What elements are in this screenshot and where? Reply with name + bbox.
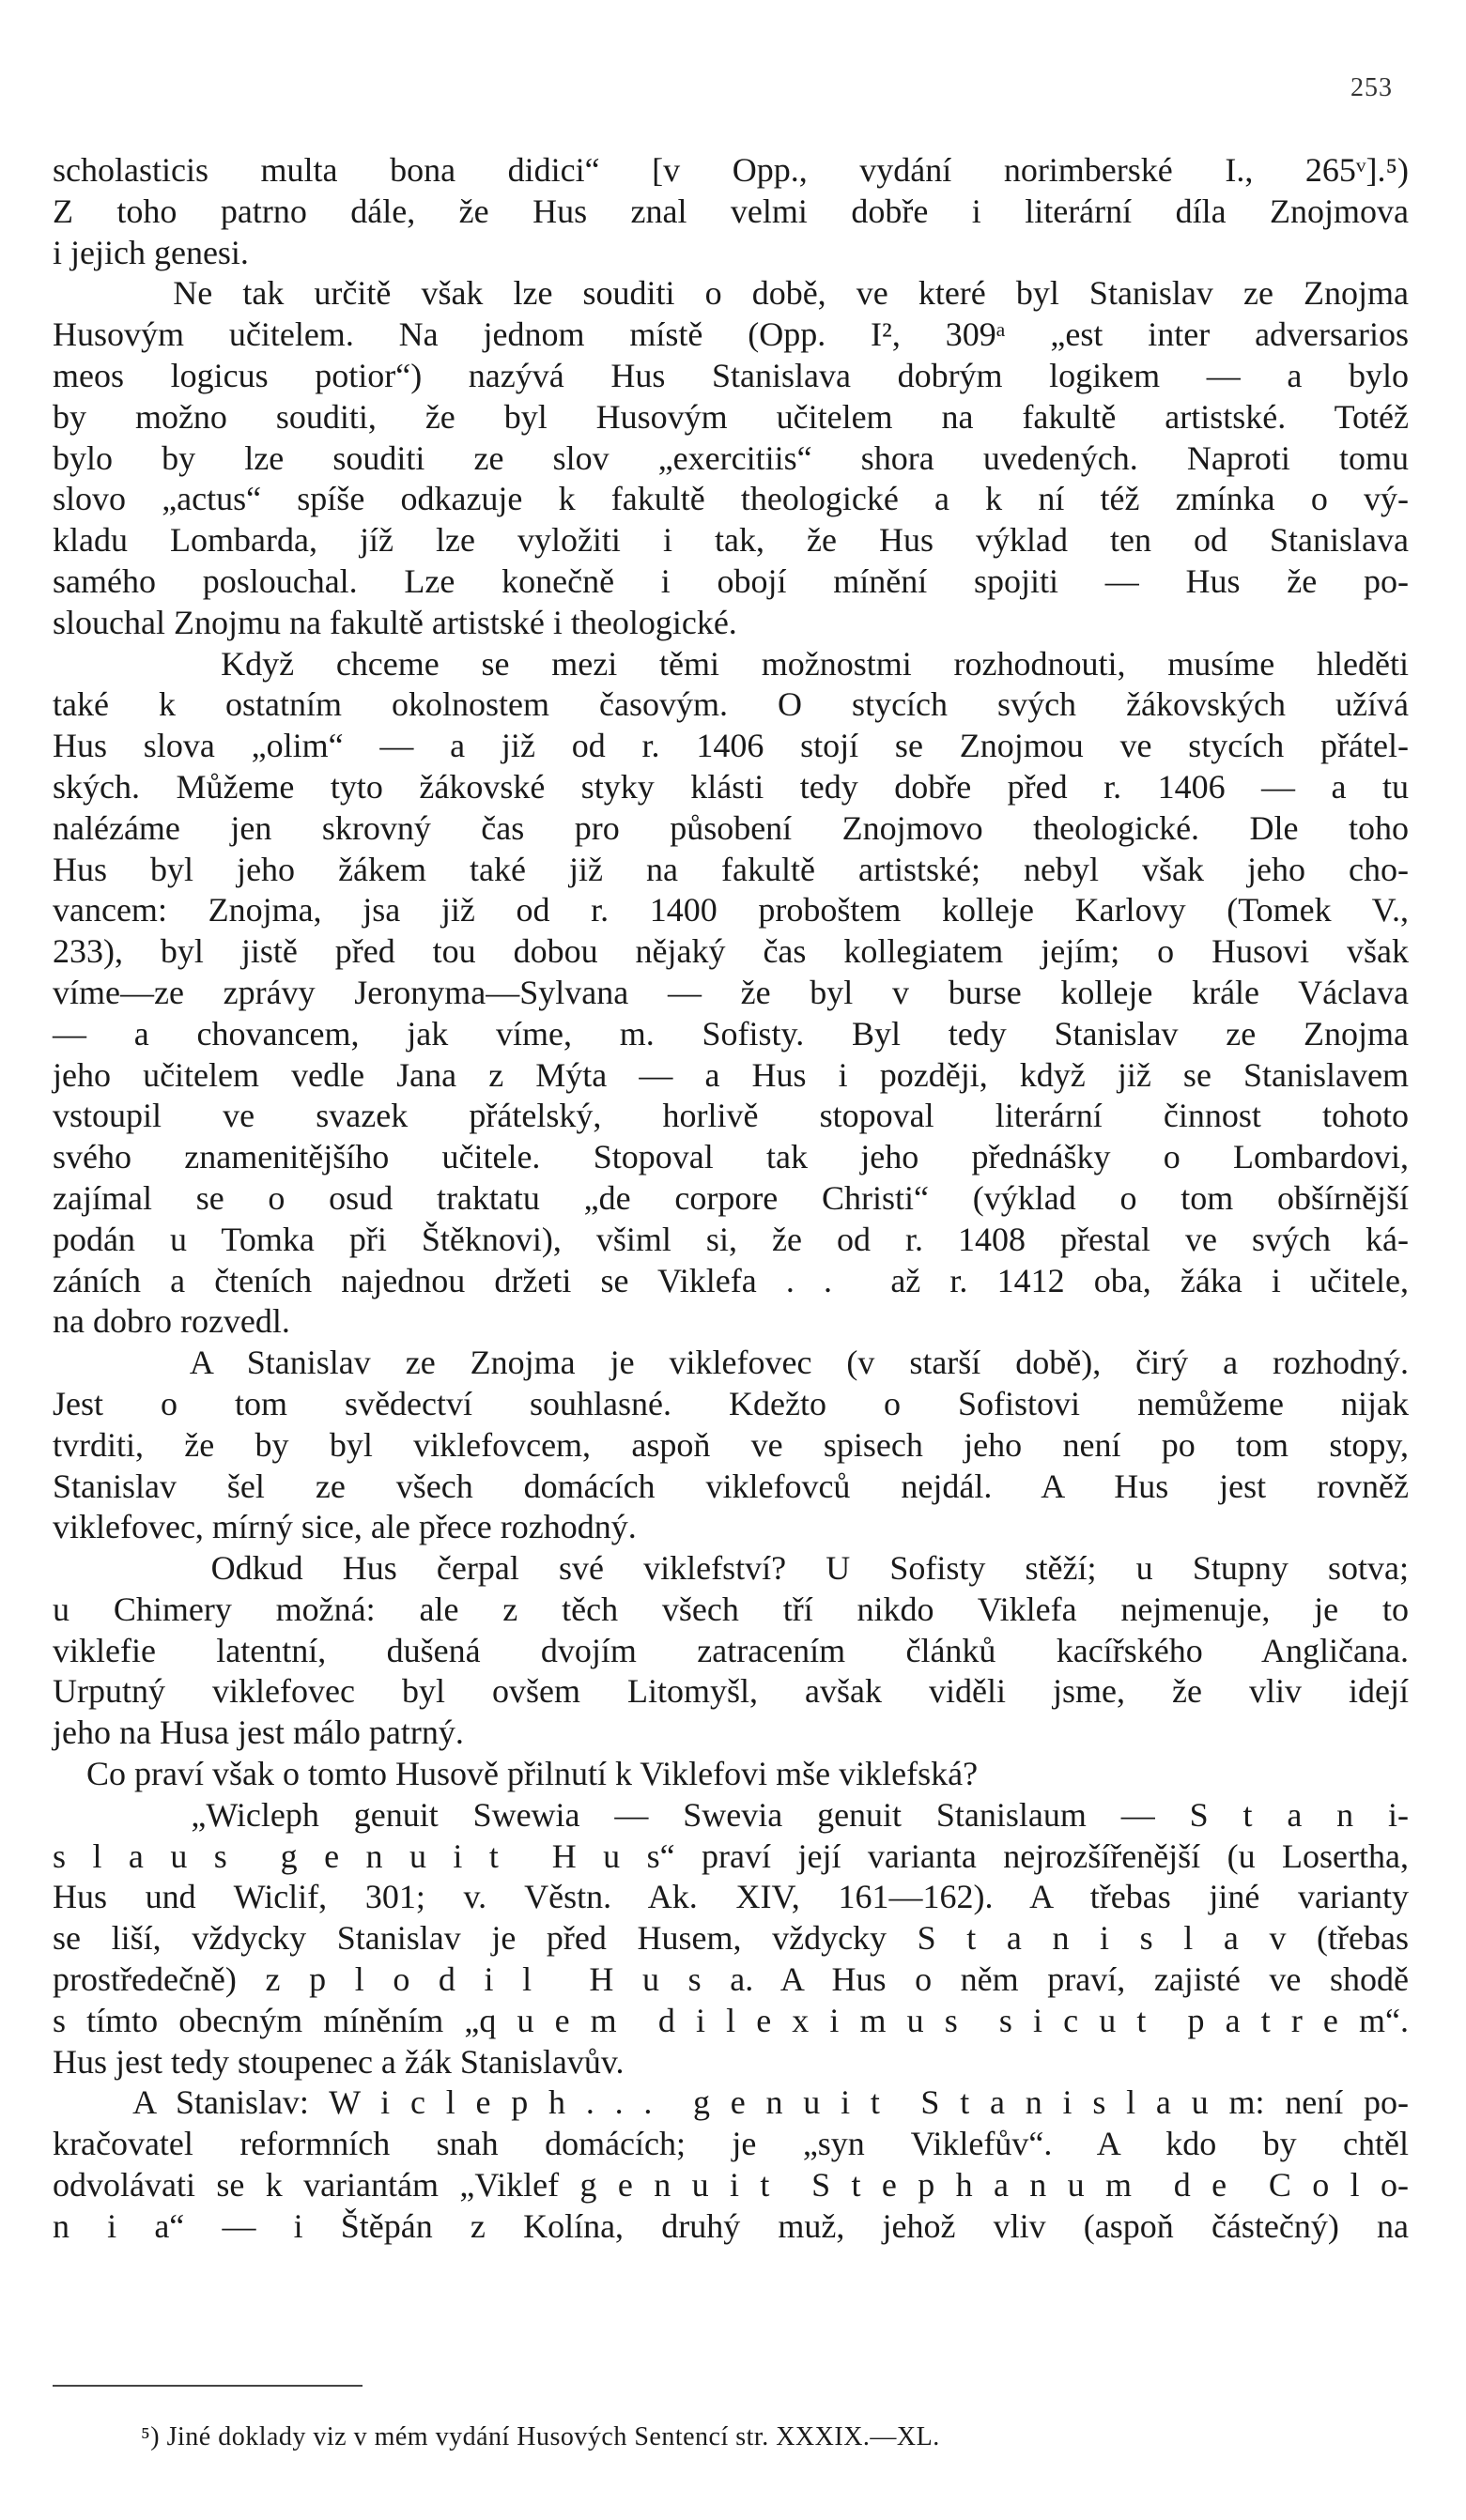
text-line: jeho učitelem vedle Jana z Mýta — a Hus i později, když již se Stanislavem [53, 1055, 1409, 1094]
footnote: ⁵) Jiné doklady viz v mém vydání Husových Sentencí str. XXXIX.—XL. [141, 2422, 940, 2451]
text-line: Z toho patrno dále, že Hus znal velmi dobře i literární díla Znojmova [53, 192, 1409, 230]
text-line: zajímal se o osud traktatu „de corpore Christi“ (výklad o tom obšírnější [53, 1178, 1409, 1217]
text-line: se liší, vždycky Stanislav je před Husem, vždycky S t a n i s l a v (třebas [53, 1919, 1409, 1958]
text-line: svého znamenitějšího učitele. Stopoval tak jeho přednášky o Lombardovi, [53, 1138, 1409, 1176]
text-line: 233), byl jistě před tou dobou nějaký čas kollegiatem jejím; o Husovi však [53, 932, 1409, 971]
text-line: Stanislav šel ze všech domácích viklefovců nejdál. A Hus jest rovněž [53, 1467, 1409, 1505]
text-line: Hus slova „olim“ — a již od r. 1406 stojí se Znojmou ve stycích přátel- [53, 727, 1409, 765]
text-line: Hus und Wiclif, 301; v. Věstn. Ak. XIV, 161—162). A třebas jiné varianty [53, 1878, 1409, 1916]
body-text [53, 150, 1409, 2248]
text-line: Jest o tom svědectví souhlasné. Kdežto o Sofistovi nemůžeme nijak [53, 1384, 1409, 1422]
text-line: odvolávati se k variantám „Viklef g e n u i t S t e p h a n u m d e C o l o- [53, 2166, 1409, 2205]
text-line: samého poslouchal. Lze konečně i obojí mínění spojiti — Hus že po- [53, 561, 1409, 600]
text-line: záních a čteních najednou držeti se Viklefa . . až r. 1412 oba, žáka i učitele, [53, 1261, 1409, 1299]
text-line: i jejich genesi. [53, 233, 249, 271]
text-line: nalézáme jen skrovný čas pro působení Znojmovo theologické. Dle toho [53, 808, 1409, 847]
text-line: prostředečně) z p l o d i l H u s a. A Hus o něm praví, zajisté ve shodě [53, 1960, 1409, 1999]
text-line: viklefovec, mírný sice, ale přece rozhodný. [53, 1508, 637, 1546]
text-line: A Stanislav: W i c l e p h . . . g e n u i t S t a n i s l a u m: není po- [53, 2083, 1409, 2122]
text-line: — a chovancem, jak víme, m. Sofisty. Byl tedy Stanislav ze Znojma [53, 1014, 1409, 1053]
text-line: Když chceme se mezi těmi možnostmi rozhodnouti, musíme hleděti [53, 644, 1409, 683]
text-line: vancem: Znojma, jsa již od r. 1400 proboštem kolleje Karlovy (Tomek V., [53, 891, 1409, 930]
text-line: s l a u s g e n u i t H u s“ praví její varianta nejrozšířenější (u Losertha, [53, 1836, 1409, 1875]
text-line: tvrditi, že by byl viklefovcem, aspoň ve spisech jeho není po tom stopy, [53, 1425, 1409, 1464]
text-line: podán u Tomka při Štěknovi), všiml si, že od r. 1408 přestal ve svých ká- [53, 1220, 1409, 1258]
text-line: na dobro rozvedl. [53, 1302, 290, 1341]
text-line: jeho na Husa jest málo patrný. [53, 1713, 464, 1752]
text-line: by možno souditi, že byl Husovým učitelem na fakultě artistské. Totéž [53, 397, 1409, 436]
text-line: „Wicleph genuit Swewia — Swevia genuit Stanislaum — S t a n i- [53, 1795, 1409, 1834]
text-line: meos logicus potior“) nazývá Hus Stanislava dobrým logikem — a bylo [53, 356, 1409, 394]
footnote-divider [53, 2385, 363, 2387]
text-line: Hus byl jeho žákem také již na fakultě artistské; nebyl však jeho cho- [53, 850, 1409, 888]
text-line: Hus jest tedy stoupenec a žák Stanislavův. [53, 2042, 625, 2081]
text-line: kladu Lombarda, jíž lze vyložiti i tak, že Hus výklad ten od Stanislava [53, 521, 1409, 560]
text-line: scholasticis multa bona didici“ [v Opp., vydání norimberské I., 265ᵛ].⁵) [53, 151, 1409, 189]
text-line: Ne tak určitě však lze souditi o době, ve které byl Stanislav ze Znojma [53, 274, 1409, 313]
text-line: Odkud Hus čerpal své viklefství? U Sofisty stěží; u Stupny sotva; [53, 1549, 1409, 1588]
text-line: s tímto obecným míněním „q u e m d i l e x i m u s s i c u t p a t r e m“. [53, 2001, 1409, 2039]
text-line: Co praví však o tomto Husově přilnutí k Viklefovi mše viklefská? [53, 1755, 979, 1793]
text-line: u Chimery možná: ale z těch všech tří nikdo Viklefa nejmenuje, je to [53, 1590, 1409, 1628]
text-line: kračovatel reformních snah domácích; je „syn Viklefův“. A kdo by chtěl [53, 2125, 1409, 2163]
text-line: slovo „actus“ spíše odkazuje k fakultě theologické a k ní též zmínka o vý- [53, 480, 1409, 518]
text-line: bylo by lze souditi ze slov „exercitiis“ shora uvedených. Naproti tomu [53, 438, 1409, 477]
text-line: A Stanislav ze Znojma je viklefovec (v starší době), čirý a rozhodný. [53, 1344, 1409, 1382]
text-line: Urputný viklefovec byl ovšem Litomyšl, avšak viděli jsme, že vliv idejí [53, 1672, 1409, 1711]
text-line: slouchal Znojmu na fakultě artistské i theologické. [53, 603, 737, 641]
text-line: víme—ze zprávy Jeronyma—Sylvana — že byl v burse kolleje krále Václava [53, 973, 1409, 1011]
text-line: n i a“ — i Štěpán z Kolína, druhý muž, jehož vliv (aspoň částečný) na [53, 2206, 1409, 2245]
text-line: také k ostatním okolnostem časovým. O stycích svých žákovských užívá [53, 685, 1409, 724]
text-line: ských. Můžeme tyto žákovské styky klásti tedy dobře před r. 1406 — a tu [53, 767, 1409, 806]
page-number: 253 [1350, 73, 1393, 102]
text-line: vstoupil ve svazek přátelský, horlivě stopoval literární činnost tohoto [53, 1097, 1409, 1135]
text-line: Husovým učitelem. Na jednom místě (Opp. I², 309ᵃ „est inter adversarios [53, 315, 1409, 354]
text-line: viklefie latentní, dušená dvojím zatracením článků kacířského Angličana. [53, 1631, 1409, 1669]
